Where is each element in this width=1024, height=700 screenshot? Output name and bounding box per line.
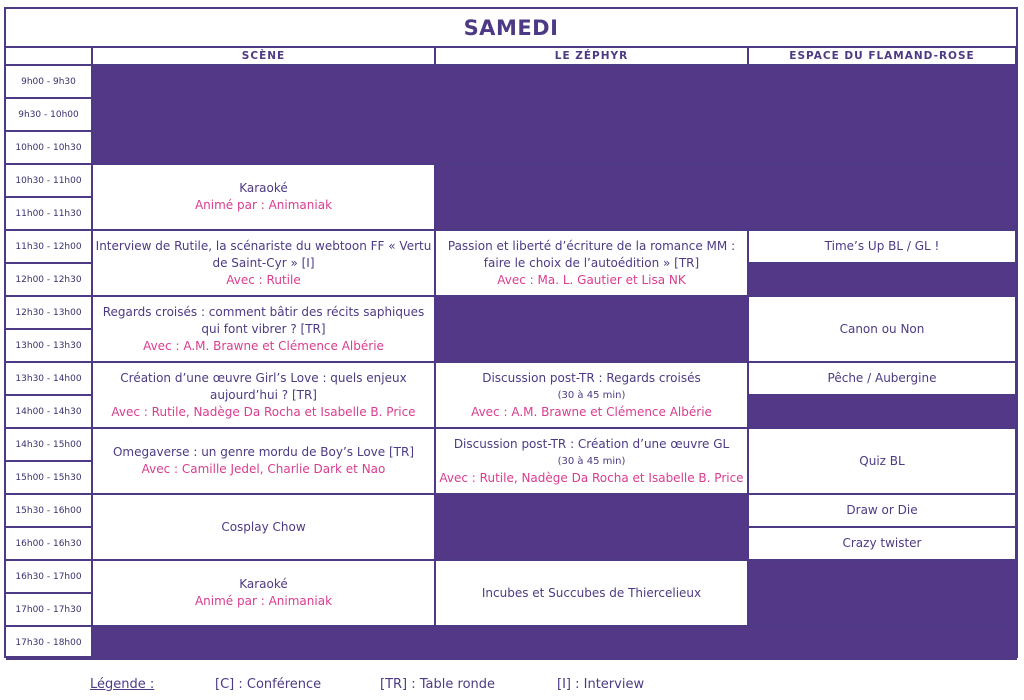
time-slot: 11h00 - 11h30 [6, 197, 92, 230]
event-hosts: Animé par : Animaniak [194, 198, 333, 212]
event-hosts: Avec : Rutile [226, 272, 301, 287]
time-slot: 10h00 - 10h30 [6, 131, 92, 164]
event-omegaverse [92, 428, 435, 494]
time-slot: 17h00 - 17h30 [6, 593, 92, 626]
time-slot: 10h30 - 11h00 [6, 164, 92, 197]
schedule-frame [4, 7, 1018, 658]
event-post-tr-regards [435, 362, 748, 428]
time-slot: 12h00 - 12h30 [6, 263, 92, 296]
empty-block [748, 395, 1016, 428]
event-interview-rutile [92, 230, 435, 296]
event-title: Incubes et Succubes de Thiercelieux [481, 585, 702, 600]
empty-block [92, 65, 1016, 164]
legend-item-table-ronde: [TR] : Table ronde [380, 677, 496, 692]
legend-item-interview: [I] : Interview [557, 677, 645, 692]
column-header-scene: SCÈNE [92, 47, 435, 65]
event-title: Discussion post-TR : Regards croisés [482, 370, 701, 385]
event-incubes-succubes [435, 560, 748, 626]
event-duration: (30 à 45 min) [557, 389, 626, 401]
event-title: Regards croisés : comment bâtir des récits saphiques qui font vibrer ? [TR] [102, 304, 425, 336]
event-hosts: Avec : Rutile, Nadège Da Rocha et Isabelle B. Price [111, 404, 416, 419]
event-title: Time’s Up BL / GL ! [824, 239, 940, 253]
event-title: Karaoké [239, 577, 288, 591]
time-slot: 9h00 - 9h30 [6, 65, 92, 98]
event-peche-aubergine [748, 362, 1016, 395]
event-passion-liberte [435, 230, 748, 296]
time-slot: 15h00 - 15h30 [6, 461, 92, 494]
event-crazy-twister [748, 527, 1016, 560]
event-title: Draw or Die [846, 503, 918, 517]
time-slot: 9h30 - 10h00 [6, 98, 92, 131]
empty-block [435, 494, 748, 560]
event-title: Cosplay Chow [221, 519, 306, 534]
event-title: Discussion post-TR : Création d’une œuvre GL [453, 436, 730, 451]
event-title: Pêche / Aubergine [827, 371, 937, 385]
event-title: Quiz BL [859, 453, 905, 468]
time-slot: 16h00 - 16h30 [6, 527, 92, 560]
event-title: Création d’une œuvre Girl’s Love : quels enjeux aujourd’hui ? [TR] [120, 370, 407, 402]
corner-cell [6, 47, 92, 65]
event-duration: (30 à 45 min) [557, 455, 626, 467]
event-post-tr-creation [435, 428, 748, 494]
event-canon-ou-non [748, 296, 1016, 362]
event-creation-gl [92, 362, 435, 428]
time-slot: 17h30 - 18h00 [6, 626, 92, 659]
event-quiz-bl [748, 428, 1016, 494]
time-slot: 16h30 - 17h00 [6, 560, 92, 593]
event-title: Omegaverse : un genre mordu de Boy’s Love [TR] [112, 445, 415, 459]
empty-block [435, 296, 748, 362]
event-hosts: Avec : Rutile, Nadège Da Rocha et Isabelle B. Price [439, 470, 744, 485]
event-hosts: Avec : Ma. L. Gautier et Lisa NK [497, 272, 686, 287]
time-slot: 13h00 - 13h30 [6, 329, 92, 362]
event-title: Crazy twister [842, 536, 922, 550]
time-slot: 14h30 - 15h00 [6, 428, 92, 461]
event-regards-croises [92, 296, 435, 362]
time-slot: 12h30 - 13h00 [6, 296, 92, 329]
empty-block [92, 626, 1016, 659]
event-title: Interview de Rutile, la scénariste du webtoon FF « Vertu de Saint-Cyr » [I] [95, 238, 432, 270]
event-title: Passion et liberté d’écriture de la romance MM : faire le choix de l’autoédition » [TR] [447, 238, 736, 270]
legend-label: Légende : [90, 677, 155, 692]
empty-block [748, 263, 1016, 296]
legend-item-conference: [C] : Conférence [215, 677, 322, 692]
event-hosts: Avec : A.M. Brawne et Clémence Albérie [471, 404, 712, 419]
event-hosts: Avec : Camille Jedel, Charlie Dark et Nao [141, 462, 386, 476]
column-header-flamand: ESPACE DU FLAMAND-ROSE [748, 47, 1016, 65]
time-slot: 13h30 - 14h00 [6, 362, 92, 395]
time-slot: 14h00 - 14h30 [6, 395, 92, 428]
event-times-up [748, 230, 1016, 263]
empty-block [435, 164, 1016, 230]
event-hosts: Animé par : Animaniak [194, 594, 333, 608]
event-draw-or-die [748, 494, 1016, 527]
time-slot: 15h30 - 16h00 [6, 494, 92, 527]
event-hosts: Avec : A.M. Brawne et Clémence Albérie [143, 338, 384, 353]
event-cosplay-chow [92, 494, 435, 560]
event-karaoke-2 [92, 560, 435, 626]
page-title: SAMEDI [6, 9, 1016, 47]
event-karaoke [92, 164, 435, 230]
event-title: Canon ou Non [839, 321, 925, 336]
time-slot: 11h30 - 12h00 [6, 230, 92, 263]
event-title: Karaoké [239, 181, 288, 195]
empty-block [748, 560, 1016, 626]
schedule-table [6, 9, 1017, 660]
column-header-zephyr: LE ZÉPHYR [435, 47, 748, 65]
